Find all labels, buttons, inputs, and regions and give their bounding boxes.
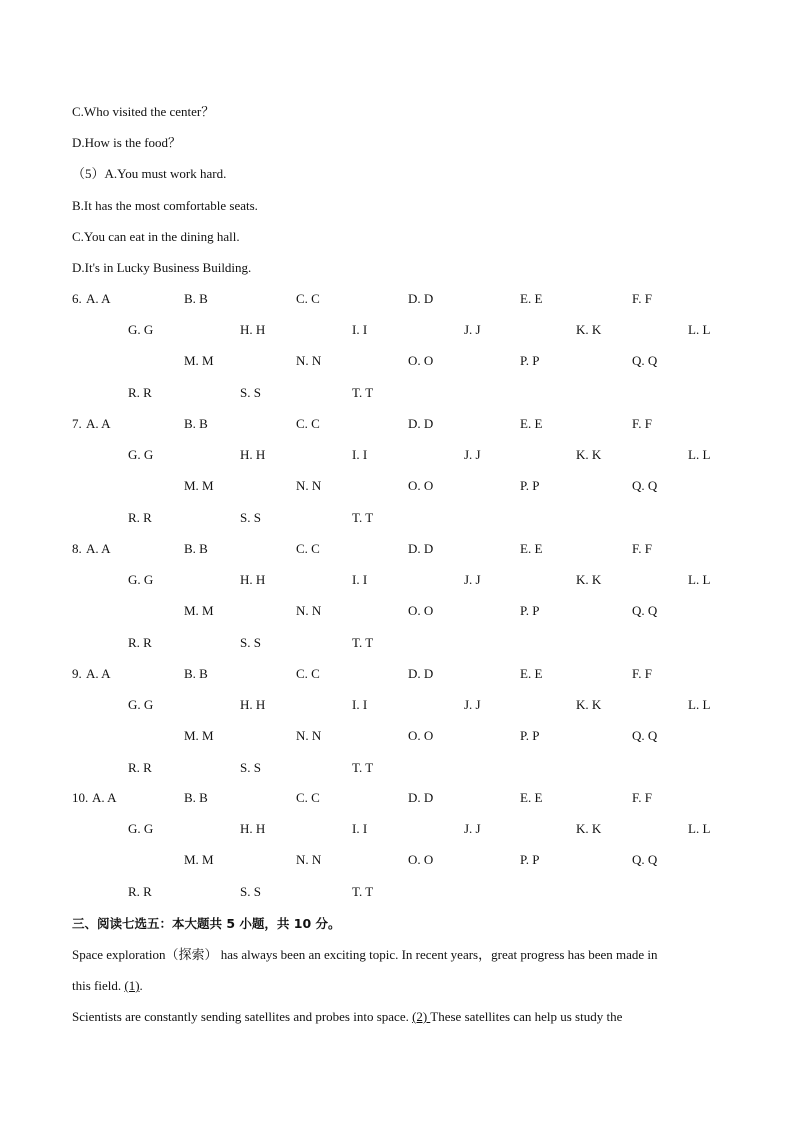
q4-option-d: D.How is the food？: [72, 135, 182, 150]
answer-option: P. P: [520, 478, 540, 494]
answer-option: D. D: [408, 416, 434, 431]
answer-option: T. T: [352, 384, 374, 400]
answer-option: S. S: [240, 384, 261, 400]
answer-option: K. K: [576, 322, 602, 338]
answer-option: R. R: [128, 509, 152, 525]
answer-option: T. T: [352, 509, 374, 525]
answer-option: I. I: [352, 572, 368, 588]
answer-option: Q. Q: [632, 728, 658, 744]
answer-option: F. F: [632, 291, 652, 306]
answer-option: G. G: [128, 697, 154, 713]
answer-option: P. P: [520, 852, 540, 868]
q5-option-c: C.You can eat in the dining hall.: [72, 229, 240, 244]
answer-option: J. J: [464, 821, 481, 837]
answer-option: T. T: [352, 883, 374, 899]
answer-option: G. G: [128, 322, 154, 338]
answer-option: G. G: [128, 821, 154, 837]
answer-option: P. P: [520, 728, 540, 744]
answer-option: A. A: [86, 666, 111, 681]
answer-option: E. E: [520, 291, 543, 306]
answer-option: K. K: [576, 697, 602, 713]
answer-option: E. E: [520, 541, 543, 556]
answer-option: H. H: [240, 572, 266, 588]
answer-option: S. S: [240, 759, 261, 775]
answer-option: Q. Q: [632, 353, 658, 369]
answer-option: J. J: [464, 572, 481, 588]
answer-option: O. O: [408, 728, 434, 744]
answer-option: N. N: [296, 353, 322, 369]
answer-option: H. H: [240, 821, 266, 837]
answer-option: M. M: [184, 728, 214, 744]
answer-option: R. R: [128, 883, 152, 899]
passage-line-3: [72, 1009, 622, 1025]
question-number: 10.: [72, 790, 89, 805]
answer-option: I. I: [352, 821, 368, 837]
answer-option: H. H: [240, 322, 266, 338]
answer-option: N. N: [296, 603, 322, 619]
passage-text: .: [139, 978, 143, 993]
answer-option: D. D: [408, 666, 434, 681]
answer-option: I. I: [352, 447, 368, 463]
answer-option: C. C: [296, 541, 320, 556]
q5-option-b: B.It has the most comfortable seats.: [72, 198, 258, 213]
answer-option: Q. Q: [632, 478, 658, 494]
question-number: 6.: [72, 291, 82, 306]
passage-text: this field.: [72, 978, 125, 993]
blank-2: (2): [412, 1009, 431, 1024]
answer-option: M. M: [184, 852, 214, 868]
answer-option: B. B: [184, 790, 208, 805]
answer-option: M. M: [184, 353, 214, 369]
answer-option: F. F: [632, 790, 652, 805]
answer-option: H. H: [240, 447, 266, 463]
answer-option: A. A: [86, 541, 111, 556]
answer-option: K. K: [576, 821, 602, 837]
passage-line-1: Space exploration（探索） has always been an exciting topic. In recent years，great progress has been made in: [72, 947, 658, 962]
passage-text: These satellites can help us study the: [430, 1009, 623, 1024]
answer-option: L. L: [688, 447, 711, 463]
answer-option: B. B: [184, 291, 208, 306]
answer-option: M. M: [184, 478, 214, 494]
answer-option: A. A: [92, 790, 117, 805]
answer-option: N. N: [296, 852, 322, 868]
answer-option: O. O: [408, 353, 434, 369]
answer-option: F. F: [632, 416, 652, 431]
question-number: 8.: [72, 541, 82, 556]
answer-option: E. E: [520, 666, 543, 681]
answer-option: P. P: [520, 353, 540, 369]
answer-option: C. C: [296, 416, 320, 431]
answer-option: B. B: [184, 416, 208, 431]
question-number: 9.: [72, 666, 82, 681]
answer-option: F. F: [632, 541, 652, 556]
answer-option: E. E: [520, 790, 543, 805]
q5-option-a: （5）A.You must work hard.: [72, 166, 227, 181]
answer-option: J. J: [464, 697, 481, 713]
answer-option: L. L: [688, 572, 711, 588]
answer-option: O. O: [408, 478, 434, 494]
passage-text: Scientists are constantly sending satellites and probes into space.: [72, 1009, 413, 1024]
answer-option: I. I: [352, 322, 368, 338]
answer-option: N. N: [296, 478, 322, 494]
answer-option: F. F: [632, 666, 652, 681]
answer-option: P. P: [520, 603, 540, 619]
answer-option: D. D: [408, 291, 434, 306]
answer-option: A. A: [86, 416, 111, 431]
answer-option: A. A: [86, 291, 111, 306]
answer-option: T. T: [352, 634, 374, 650]
answer-option: E. E: [520, 416, 543, 431]
answer-option: G. G: [128, 572, 154, 588]
answer-option: D. D: [408, 790, 434, 805]
answer-option: C. C: [296, 291, 320, 306]
question-number: 7.: [72, 416, 82, 431]
answer-option: B. B: [184, 666, 208, 681]
answer-option: N. N: [296, 728, 322, 744]
q4-option-c: C.Who visited the center？: [72, 104, 215, 119]
blank-1: (1): [124, 978, 140, 993]
answer-option: R. R: [128, 384, 152, 400]
answer-option: L. L: [688, 821, 711, 837]
section-heading: 三、阅读七选五：本大题共 5 小题，共 10 分。: [72, 916, 341, 931]
answer-option: S. S: [240, 883, 261, 899]
answer-option: G. G: [128, 447, 154, 463]
answer-option: J. J: [464, 322, 481, 338]
answer-option: S. S: [240, 509, 261, 525]
answer-option: J. J: [464, 447, 481, 463]
answer-option: Q. Q: [632, 852, 658, 868]
answer-option: C. C: [296, 666, 320, 681]
answer-option: Q. Q: [632, 603, 658, 619]
answer-option: D. D: [408, 541, 434, 556]
passage-line-2: [72, 978, 143, 994]
answer-option: H. H: [240, 697, 266, 713]
answer-option: R. R: [128, 759, 152, 775]
answer-option: I. I: [352, 697, 368, 713]
answer-option: C. C: [296, 790, 320, 805]
answer-option: L. L: [688, 697, 711, 713]
answer-option: M. M: [184, 603, 214, 619]
answer-option: S. S: [240, 634, 261, 650]
answer-option: R. R: [128, 634, 152, 650]
answer-option: T. T: [352, 759, 374, 775]
answer-option: L. L: [688, 322, 711, 338]
answer-option: K. K: [576, 572, 602, 588]
answer-option: K. K: [576, 447, 602, 463]
q5-option-d: D.It's in Lucky Business Building.: [72, 260, 252, 275]
answer-option: O. O: [408, 852, 434, 868]
answer-option: O. O: [408, 603, 434, 619]
answer-option: B. B: [184, 541, 208, 556]
